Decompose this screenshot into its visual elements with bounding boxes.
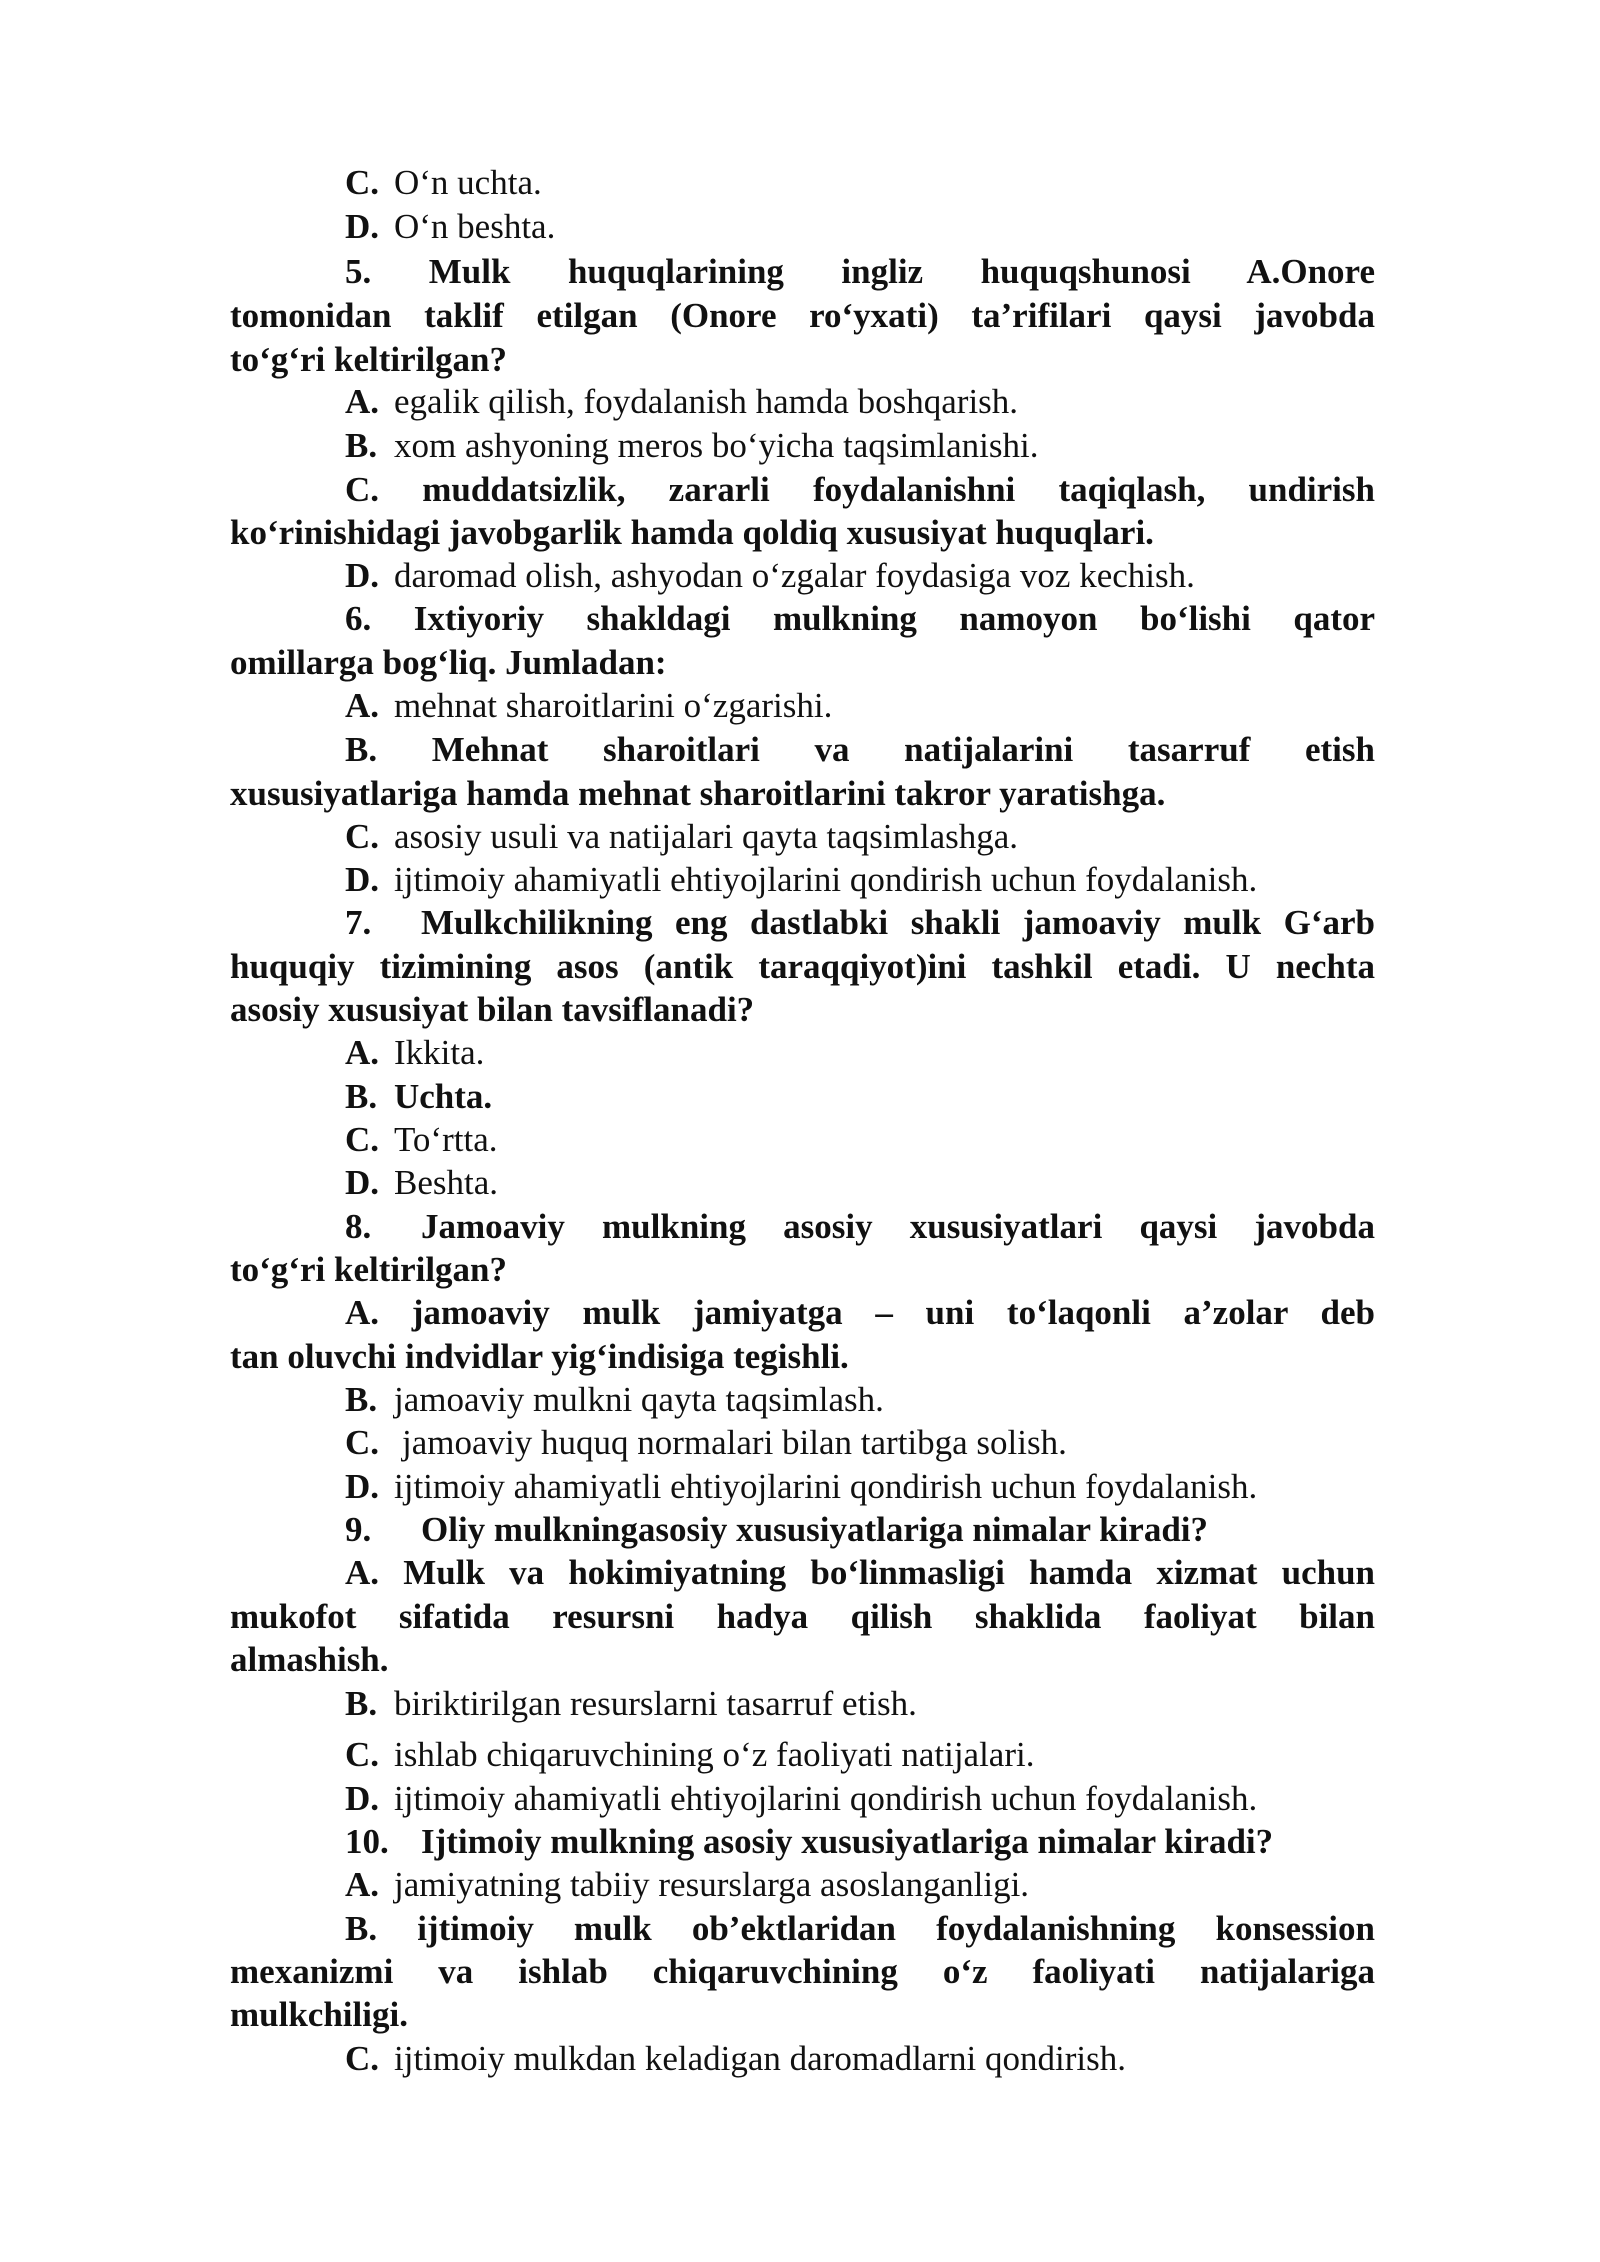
option-text: xom ashyoning meros bo‘yicha taqsimlanishi. bbox=[394, 426, 1039, 465]
question-number: 5. bbox=[345, 252, 372, 291]
option-letter: B. bbox=[345, 730, 378, 769]
option-q9-d bbox=[345, 1777, 1257, 1821]
option-q10-b-line-2: mexanizmi va ishlab chiqaruvchining o‘z faoliyati natijalariga bbox=[230, 1952, 1375, 1991]
option-text: Mulk va hokimiyatning bo‘linmasligi hamda xizmat uchun bbox=[403, 1553, 1375, 1592]
option-text: egalik qilish, foydalanish hamda boshqarish. bbox=[394, 382, 1019, 421]
option-text: biriktirilgan resurslarni tasarruf etish. bbox=[394, 1684, 917, 1723]
option-text: Mehnat sharoitlari va natijalarini tasarruf etish bbox=[431, 730, 1375, 769]
option-q7-c bbox=[345, 1118, 497, 1162]
option-text: O‘n beshta. bbox=[394, 207, 556, 246]
option-q7-a bbox=[345, 1031, 484, 1075]
option-q6-d bbox=[345, 858, 1257, 902]
option-q5-b bbox=[345, 424, 1039, 468]
question-7-line-3: asosiy xususiyat bilan tavsiflanadi? bbox=[230, 990, 755, 1029]
question-8-line-2: to‘g‘ri keltirilgan? bbox=[230, 1250, 508, 1289]
question-text: Ixtiyoriy shakldagi mulkning namoyon bo‘lishi qator bbox=[413, 599, 1376, 638]
option-q10-b-line-3: mulkchiligi. bbox=[230, 1995, 408, 2034]
option-letter: A. bbox=[345, 686, 380, 725]
option-q10-a bbox=[345, 1863, 1029, 1907]
option-letter: D. bbox=[345, 1163, 380, 1202]
option-text: ijtimoiy mulkdan keladigan daromadlarni qondirish. bbox=[394, 2039, 1126, 2078]
question-5-line-2: tomonidan taklif etilgan (Onore ro‘yxati) ta’rifilari qaysi javobda bbox=[230, 296, 1375, 335]
option-letter: C. bbox=[345, 1735, 380, 1774]
question-5-line-3: to‘g‘ri keltirilgan? bbox=[230, 340, 508, 379]
question-6-line-2: omillarga bog‘liq. Jumladan: bbox=[230, 643, 667, 682]
option-text: jamiyatning tabiiy resurslarga asoslanganligi. bbox=[394, 1865, 1030, 1904]
option-text: asosiy usuli va natijalari qayta taqsimlashga. bbox=[394, 817, 1019, 856]
option-letter: B. bbox=[345, 1684, 378, 1723]
question-text: Mulk huquqlarining ingliz huquqshunosi A.Onore bbox=[428, 252, 1375, 291]
option-letter: D. bbox=[345, 207, 380, 246]
question-number: 7. bbox=[345, 903, 372, 942]
question-number: 10. bbox=[345, 1822, 389, 1861]
option-q8-a bbox=[345, 1291, 1375, 1335]
option-letter: A. bbox=[345, 1293, 380, 1332]
option-letter: B. bbox=[345, 1077, 378, 1116]
question-5 bbox=[345, 250, 1375, 294]
option-letter: A. bbox=[345, 1033, 380, 1072]
option-q6-b bbox=[345, 728, 1375, 772]
option-text: ijtimoiy ahamiyatli ehtiyojlarini qondirish uchun foydalanish. bbox=[394, 860, 1258, 899]
option-letter: A. bbox=[345, 1865, 380, 1904]
option-q6-b-line-2: xususiyatlariga hamda mehnat sharoitlarini takror yaratishga. bbox=[230, 774, 1166, 813]
option-text: ijtimoiy mulk ob’ektlaridan foydalanishning konsession bbox=[417, 1909, 1375, 1948]
question-text: Oliy mulkningasosiy xususiyatlariga nimalar kiradi? bbox=[421, 1510, 1209, 1549]
question-number: 9. bbox=[345, 1510, 372, 1549]
option-q4-c bbox=[345, 161, 542, 205]
question-8 bbox=[345, 1205, 1375, 1249]
question-text: Ijtimoiy mulkning asosiy xususiyatlariga nimalar kiradi? bbox=[421, 1822, 1274, 1861]
option-text: ishlab chiqaruvchining o‘z faoliyati natijalari. bbox=[394, 1735, 1035, 1774]
question-6 bbox=[345, 597, 1375, 641]
option-letter: D. bbox=[345, 860, 380, 899]
option-text: daromad olish, ashyodan o‘zgalar foydasiga voz kechish. bbox=[394, 556, 1195, 595]
option-letter: A. bbox=[345, 1553, 380, 1592]
option-q4-d bbox=[345, 205, 555, 249]
question-number: 6. bbox=[345, 599, 372, 638]
option-q9-a-line-2: mukofot sifatida resursni hadya qilish shaklida faoliyat bilan bbox=[230, 1597, 1375, 1636]
option-q9-c bbox=[345, 1733, 1034, 1777]
option-q9-a bbox=[345, 1551, 1375, 1595]
option-q9-a-line-3: almashish. bbox=[230, 1640, 389, 1679]
option-q7-d bbox=[345, 1161, 498, 1205]
option-text: Beshta. bbox=[394, 1163, 499, 1202]
option-letter: C. bbox=[345, 1423, 380, 1462]
question-number: 8. bbox=[345, 1207, 372, 1246]
question-7 bbox=[345, 901, 1375, 945]
option-q10-c bbox=[345, 2037, 1126, 2081]
option-text: jamoaviy mulk jamiyatga – uni to‘laqonli a’zolar deb bbox=[411, 1293, 1375, 1332]
option-letter: C. bbox=[345, 163, 380, 202]
option-text: jamoaviy huquq normalari bilan tartibga solish. bbox=[402, 1423, 1067, 1462]
option-q9-b bbox=[345, 1682, 917, 1726]
option-text: ijtimoiy ahamiyatli ehtiyojlarini qondirish uchun foydalanish. bbox=[394, 1467, 1258, 1506]
option-q8-c bbox=[345, 1421, 1067, 1465]
option-q6-c bbox=[345, 815, 1018, 859]
option-text: O‘n uchta. bbox=[394, 163, 542, 202]
option-letter: C. bbox=[345, 2039, 380, 2078]
option-text: jamoaviy mulkni qayta taqsimlash. bbox=[394, 1380, 884, 1419]
option-q5-c-line-2: ko‘rinishidagi javobgarlik hamda qoldiq xususiyat huquqlari. bbox=[230, 513, 1154, 552]
question-text: Mulkchilikning eng dastlabki shakli jamoaviy mulk G‘arb bbox=[421, 903, 1375, 942]
question-9 bbox=[345, 1508, 1208, 1552]
option-q10-b bbox=[345, 1907, 1375, 1951]
question-text: Jamoaviy mulkning asosiy xususiyatlari qaysi javobda bbox=[421, 1207, 1375, 1246]
option-text: Uchta. bbox=[394, 1077, 493, 1116]
option-q5-a bbox=[345, 380, 1018, 424]
option-letter: D. bbox=[345, 1779, 380, 1818]
option-letter: D. bbox=[345, 1467, 380, 1506]
option-letter: C. bbox=[345, 1120, 380, 1159]
option-letter: A. bbox=[345, 382, 380, 421]
option-q8-b bbox=[345, 1378, 884, 1422]
question-10 bbox=[345, 1820, 1273, 1864]
option-letter: B. bbox=[345, 1909, 378, 1948]
option-q5-c bbox=[345, 468, 1375, 512]
option-text: ijtimoiy ahamiyatli ehtiyojlarini qondirish uchun foydalanish. bbox=[394, 1779, 1258, 1818]
option-q8-d bbox=[345, 1465, 1257, 1509]
option-text: muddatsizlik, zararli foydalanishni taqiqlash, undirish bbox=[422, 470, 1375, 509]
option-text: Ikkita. bbox=[394, 1033, 485, 1072]
option-letter: D. bbox=[345, 556, 380, 595]
option-q7-b bbox=[345, 1075, 492, 1119]
option-letter: C. bbox=[345, 817, 380, 856]
option-letter: C. bbox=[345, 470, 380, 509]
option-q6-a bbox=[345, 684, 832, 728]
option-letter: B. bbox=[345, 426, 378, 465]
option-text: mehnat sharoitlarini o‘zgarishi. bbox=[394, 686, 833, 725]
option-q8-a-line-2: tan oluvchi indvidlar yig‘indisiga tegishli. bbox=[230, 1337, 849, 1376]
question-7-line-2: huquqiy tizimining asos (antik taraqqiyot)ini tashkil etadi. U nechta bbox=[230, 947, 1375, 986]
option-q5-d bbox=[345, 554, 1195, 598]
option-text: To‘rtta. bbox=[394, 1120, 498, 1159]
option-letter: B. bbox=[345, 1380, 378, 1419]
